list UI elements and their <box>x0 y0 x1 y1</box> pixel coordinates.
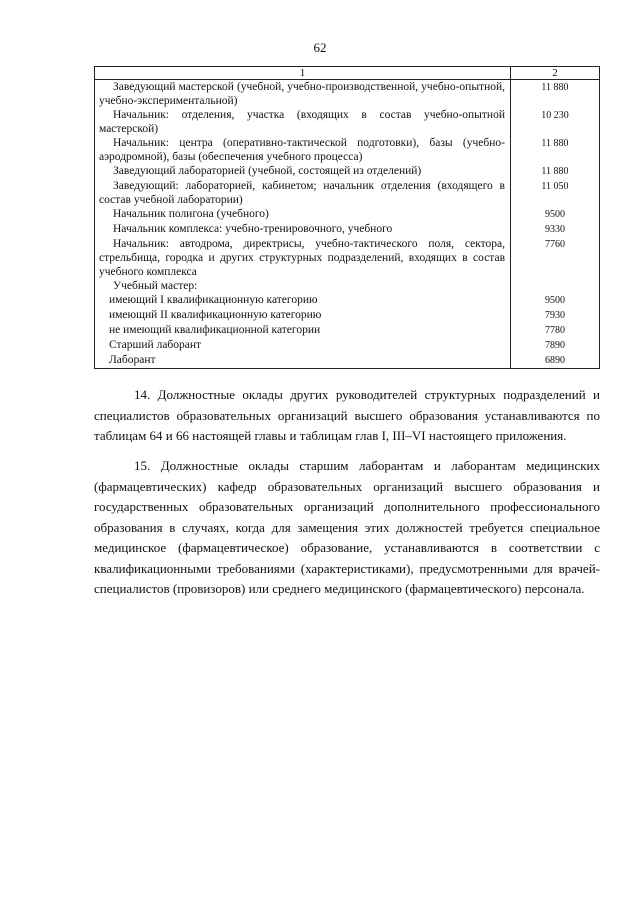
table-row <box>95 338 600 353</box>
table-row <box>95 279 600 293</box>
position-label: имеющий I квалификационную категорию <box>95 293 511 308</box>
position-label: Заведующий лабораторией (учебной, состоящей из отделений) <box>95 164 511 179</box>
position-label: Начальник полигона (учебного) <box>95 207 511 222</box>
position-label: Учебный мастер: <box>95 279 511 293</box>
salary-value: 11 050 <box>511 179 600 207</box>
salary-value: 9500 <box>511 293 600 308</box>
table-row <box>95 353 600 369</box>
page-number: 62 <box>313 40 327 55</box>
table-row <box>95 136 600 164</box>
position-label: Старший лаборант <box>95 338 511 353</box>
table-row <box>95 179 600 207</box>
salary-value: 9330 <box>511 222 600 237</box>
salary-value: 7760 <box>511 237 600 279</box>
position-label: Начальник: автодрома, директрисы, учебно-тактического поля, сектора, стрельбища, городка и других структурных подразделений, входящих в состав учебного комплекса <box>95 237 511 279</box>
table-row <box>95 164 600 179</box>
salary-value: 10 230 <box>511 108 600 136</box>
salary-value: 7780 <box>511 323 600 338</box>
column-header-2: 2 <box>511 67 600 80</box>
salary-value: 7890 <box>511 338 600 353</box>
position-label: не имеющий квалификационной категории <box>95 323 511 338</box>
salary-table <box>94 66 600 369</box>
table-row <box>95 308 600 323</box>
position-label: Начальник комплекса: учебно-тренировочного, учебного <box>95 222 511 237</box>
salary-value: 11 880 <box>511 136 600 164</box>
table-header-row <box>95 67 600 80</box>
salary-value: 9500 <box>511 207 600 222</box>
position-label: Начальник: отделения, участка (входящих в состав учебно-опытной мастерской) <box>95 108 511 136</box>
table-row <box>95 222 600 237</box>
position-label: Начальник: центра (оперативно-тактической подготовки), базы (учебно-аэродромной), базы (обеспечения учебного процесса) <box>95 136 511 164</box>
salary-value <box>511 279 600 293</box>
position-label: Заведующий: лабораторией, кабинетом; начальник отделения (входящего в состав учебной лаборатории) <box>95 179 511 207</box>
table-row <box>95 237 600 279</box>
column-header-1: 1 <box>95 67 511 80</box>
table-row <box>95 323 600 338</box>
table-row <box>95 207 600 222</box>
position-label: имеющий II квалификационную категорию <box>95 308 511 323</box>
table-row <box>95 80 600 109</box>
paragraph-14: 14. Должностные оклады других руководителей структурных подразделений и специалистов образовательных организаций высшего образования устанавливаются по таблицам 64 и 66 настоящей главы и таблицам глав I, III–VI настоящего приложения. <box>94 387 600 443</box>
position-label: Заведующий мастерской (учебной, учебно-производственной, учебно-опытной, учебно-экспериментальной) <box>95 80 511 109</box>
salary-value: 6890 <box>511 353 600 369</box>
salary-value: 7930 <box>511 308 600 323</box>
salary-value: 11 880 <box>511 80 600 109</box>
position-label: Лаборант <box>95 353 511 369</box>
paragraph-15: 15. Должностные оклады старшим лаборантам и лаборантам медицинских (фармацевтических) кафедр образовательных организаций высшего образования и государственных образовательных организаций дополнительного профессионального образования в случаях, когда для замещения этих должностей требуется специальное медицинское (фармацевтическое) образование, устанавливаются в соответствии с квалификационными требованиями (характеристиками), предусмотренными для врачей-специалистов (провизоров) или среднего медицинского (фармацевтического) персонала. <box>94 458 600 596</box>
salary-value: 11 880 <box>511 164 600 179</box>
table-row <box>95 293 600 308</box>
table-row <box>95 108 600 136</box>
